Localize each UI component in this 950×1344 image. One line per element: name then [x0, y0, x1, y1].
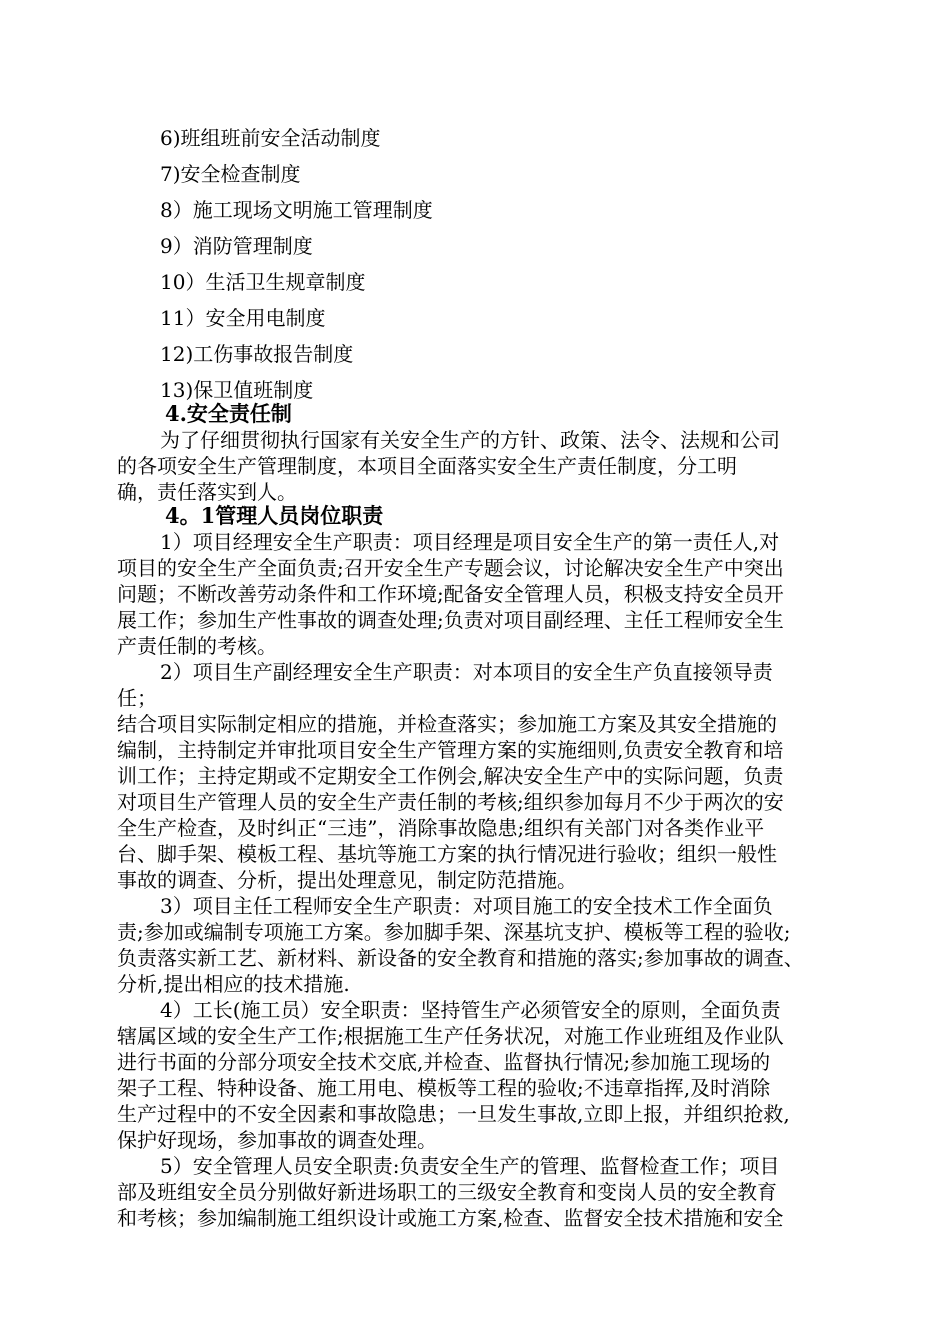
subsection-heading: 4。1管理人员岗位职责	[165, 503, 384, 528]
list-item: 9）消防管理制度	[160, 234, 313, 258]
paragraph-line: 问题；不断改善劳动条件和工作环境;配备安全管理人员，积极支持安全员开	[117, 582, 784, 606]
list-item: 7)安全检查制度	[160, 162, 301, 186]
paragraph-line: 对项目生产管理人员的安全生产责任制的考核;组织参加每月不少于两次的安	[117, 790, 784, 814]
list-item: 12)工伤事故报告制度	[160, 342, 354, 366]
paragraph-line: 分析,提出相应的技术措施.	[117, 972, 350, 996]
paragraph-line: 任；	[117, 686, 157, 710]
paragraph-line: 2）项目生产副经理安全生产职责：对本项目的安全生产负直接领导责	[160, 660, 773, 684]
list-item: 10）生活卫生规章制度	[160, 270, 366, 294]
paragraph-line: 架子工程、特种设备、施工用电、模板等工程的验收;不违章指挥,及时消除	[117, 1076, 771, 1100]
paragraph-line: 事故的调查、分析，提出处理意见，制定防范措施。	[117, 868, 577, 892]
paragraph-line: 全生产检查，及时纠正“三违”，消除事故隐患;组织有关部门对各类作业平	[117, 816, 765, 840]
paragraph-line: 进行书面的分部分项安全技术交底,并检查、监督执行情况;参加施工现场的	[117, 1050, 771, 1074]
list-item: 6)班组班前安全活动制度	[160, 126, 381, 150]
paragraph-line: 项目的安全生产全面负责;召开安全生产专题会议，讨论解决安全生产中突出	[117, 556, 784, 580]
paragraph-line: 1）项目经理安全生产职责：项目经理是项目安全生产的第一责任人,对	[160, 530, 780, 554]
paragraph-line: 5）安全管理人员安全职责:负责安全生产的管理、监督检查工作；项目	[160, 1154, 780, 1178]
paragraph-line: 保护好现场，参加事故的调查处理。	[117, 1128, 437, 1152]
paragraph-line: 结合项目实际制定相应的措施，并检查落实；参加施工方案及其安全措施的	[117, 712, 777, 736]
paragraph-line: 4）工长(施工员）安全职责：坚持管生产必须管安全的原则，全面负责	[160, 998, 781, 1022]
paragraph-line: 部及班组安全员分别做好新进场职工的三级安全教育和变岗人员的安全教育	[117, 1180, 777, 1204]
paragraph-line: 为了仔细贯彻执行国家有关安全生产的方针、政策、法令、法规和公司	[160, 428, 780, 452]
paragraph-line: 台、脚手架、模板工程、基坑等施工方案的执行情况进行验收；组织一般性	[117, 842, 777, 866]
paragraph-line: 责;参加或编制专项施工方案。参加脚手架、深基坑支护、模板等工程的验收;	[117, 920, 791, 944]
paragraph-line: 负责落实新工艺、新材料、新设备的安全教育和措施的落实;参加事故的调查、	[117, 946, 804, 970]
paragraph-line: 生产过程中的不安全因素和事故隐患；一旦发生事故,立即上报，并组织抢救,	[117, 1102, 790, 1126]
section-heading: 4.安全责任制	[165, 401, 292, 426]
paragraph-line: 确，责任落实到人。	[117, 480, 297, 504]
paragraph-line: 辖属区域的安全生产工作;根据施工生产任务状况，对施工作业班组及作业队	[117, 1024, 784, 1048]
paragraph-line: 3）项目主任工程师安全生产职责：对项目施工的安全技术工作全面负	[160, 894, 773, 918]
paragraph-line: 的各项安全生产管理制度，本项目全面落实安全生产责任制度，分工明	[117, 454, 737, 478]
paragraph-line: 编制，主持制定并审批项目安全生产管理方案的实施细则,负责安全教育和培	[117, 738, 784, 762]
paragraph-line: 展工作；参加生产性事故的调查处理;负责对项目副经理、主任工程师安全生	[117, 608, 784, 632]
paragraph-line: 训工作；主持定期或不定期安全工作例会,解决安全生产中的实际问题，负责	[117, 764, 784, 788]
list-item: 8）施工现场文明施工管理制度	[160, 198, 433, 222]
list-item: 13)保卫值班制度	[160, 378, 314, 402]
list-item: 11）安全用电制度	[160, 306, 326, 330]
paragraph-line: 产责任制的考核。	[117, 634, 277, 658]
paragraph-line: 和考核；参加编制施工组织设计或施工方案,检查、监督安全技术措施和安全	[117, 1206, 784, 1230]
